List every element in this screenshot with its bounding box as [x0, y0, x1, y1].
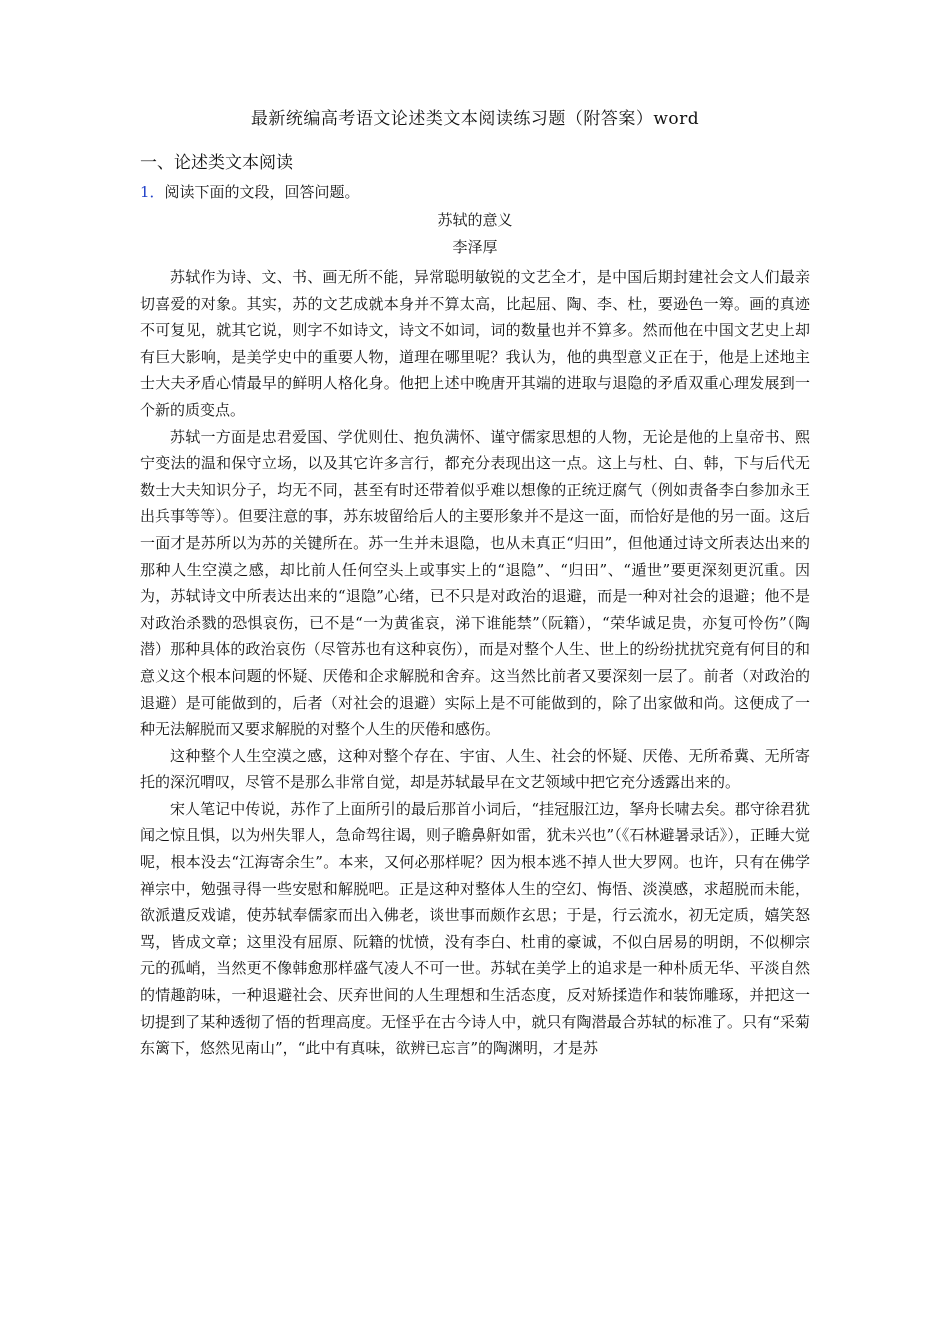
question-line	[140, 181, 360, 203]
essay-title: 苏轼的意义	[437, 211, 513, 229]
question-prompt: 阅读下面的文段，回答问题。	[164, 183, 360, 201]
question-number: 1．	[140, 183, 165, 201]
essay-author: 李泽厚	[452, 238, 498, 256]
essay-paragraph: 苏轼作为诗、文、书、画无所不能，异常聪明敏锐的文艺全才，是中国后期封建社会文人们最亲切喜爱的对象。其实，苏的文艺成就本身并不算太高，比起屈、陶、李、杜，要逊色一筹。画的真迹不可复见，就其它说，则字不如诗文，诗文不如词，词的数量也并不算多。然而他在中国文艺史上却有巨大影响，是美学史中的重要人物，道理在哪里呢？我认为，他的典型意义正在于，他是上述地主士大夫矛盾心情最早的鲜明人格化身。他把上述中晚唐开其端的进取与退隐的矛盾双重心理发展到一个新的质变点。	[140, 268, 810, 419]
essay-paragraph: 苏轼一方面是忠君爱国、学优则仕、抱负满怀、谨守儒家思想的人物，无论是他的上皇帝书、熙宁变法的温和保守立场，以及其它许多言行，都充分表现出这一点。这上与杜、白、韩，下与后代无数士大夫知识分子，均无不同，甚至有时还带着似乎难以想像的正统迂腐气（例如责备李白参加永王出兵事等等）。但要注意的事，苏东坡留给后人的主要形象并不是这一面，而恰好是他的另一面。这后一面才是苏所以为苏的关键所在。苏一生并未退隐，也从未真正“归田”，但他通过诗文所表达出来的那种人生空漠之感，却比前人任何空头上或事实上的“退隐”、“归田”、“遁世”要更深刻更沉重。因为，苏轼诗文中所表达出来的“退隐”心绪，已不只是对政治的退避，而是一种对社会的退避；他不是对政治杀戮的恐惧哀伤，已不是“一为黄雀哀，涕下谁能禁”（阮籍），“荣华诚足贵，亦复可怜伤”（陶潜）那种具体的政治哀伤（尽管苏也有这种哀伤），而是对整个人生、世上的纷纷扰扰究竟有何目的和意义这个根本问题的怀疑、厌倦和企求解脱和舍弃。这当然比前者又要深刻一层了。前者（对政治的退避）是可能做到的，后者（对社会的退避）实际上是不可能做到的，除了出家做和尚。这便成了一种无法解脱而又要求解脱的对整个人生的厌倦和感伤。	[140, 427, 810, 739]
essay-body	[140, 264, 810, 1062]
document-title: 最新统编高考语文论述类文本阅读练习题（附答案）word	[250, 109, 700, 129]
section-heading: 一、论述类文本阅读	[140, 153, 293, 173]
essay-paragraph: 这种整个人生空漠之感，这种对整个存在、宇宙、人生、社会的怀疑、厌倦、无所希冀、无所寄托的深沉喟叹，尽管不是那么非常自觉，却是苏轼最早在文艺领域中把它充分透露出来的。	[140, 746, 810, 792]
essay-paragraph: 宋人笔记中传说，苏作了上面所引的最后那首小词后，“挂冠服江边，拏舟长啸去矣。郡守徐君犹闻之惊且惧，以为州失罪人，急命驾往谒，则子瞻鼻鼾如雷，犹未兴也”（《石林避暑录话》），正睡大觉呢，根本没去“江海寄余生”。本来，又何必那样呢？因为根本逃不掉人世大罗网。也许，只有在佛学禅宗中，勉强寻得一些安慰和解脱吧。正是这种对整体人生的空幻、悔悟、淡漠感，求超脱而未能，欲派遣反戏谑，使苏轼奉儒家而出入佛老，谈世事而颇作玄思；于是，行云流水，初无定质，嬉笑怒骂，皆成文章；这里没有屈原、阮籍的忧愤，没有李白、杜甫的豪诚，不似白居易的明朗，不似柳宗元的孤峭，当然更不像韩愈那样盛气凌人不可一世。苏轼在美学上的追求是一种朴质无华、平淡自然的情趣韵味，一种退避社会、厌弃世间的人生理想和生活态度，反对矫揉造作和装饰雕琢，并把这一切提到了某种透彻了悟的哲理高度。无怪乎在古今诗人中，就只有陶潜最合苏轼的标准了。只有“采菊东篱下，悠然见南山”，“此中有真味，欲辨已忘言”的陶渊明，才是苏	[140, 799, 810, 1058]
